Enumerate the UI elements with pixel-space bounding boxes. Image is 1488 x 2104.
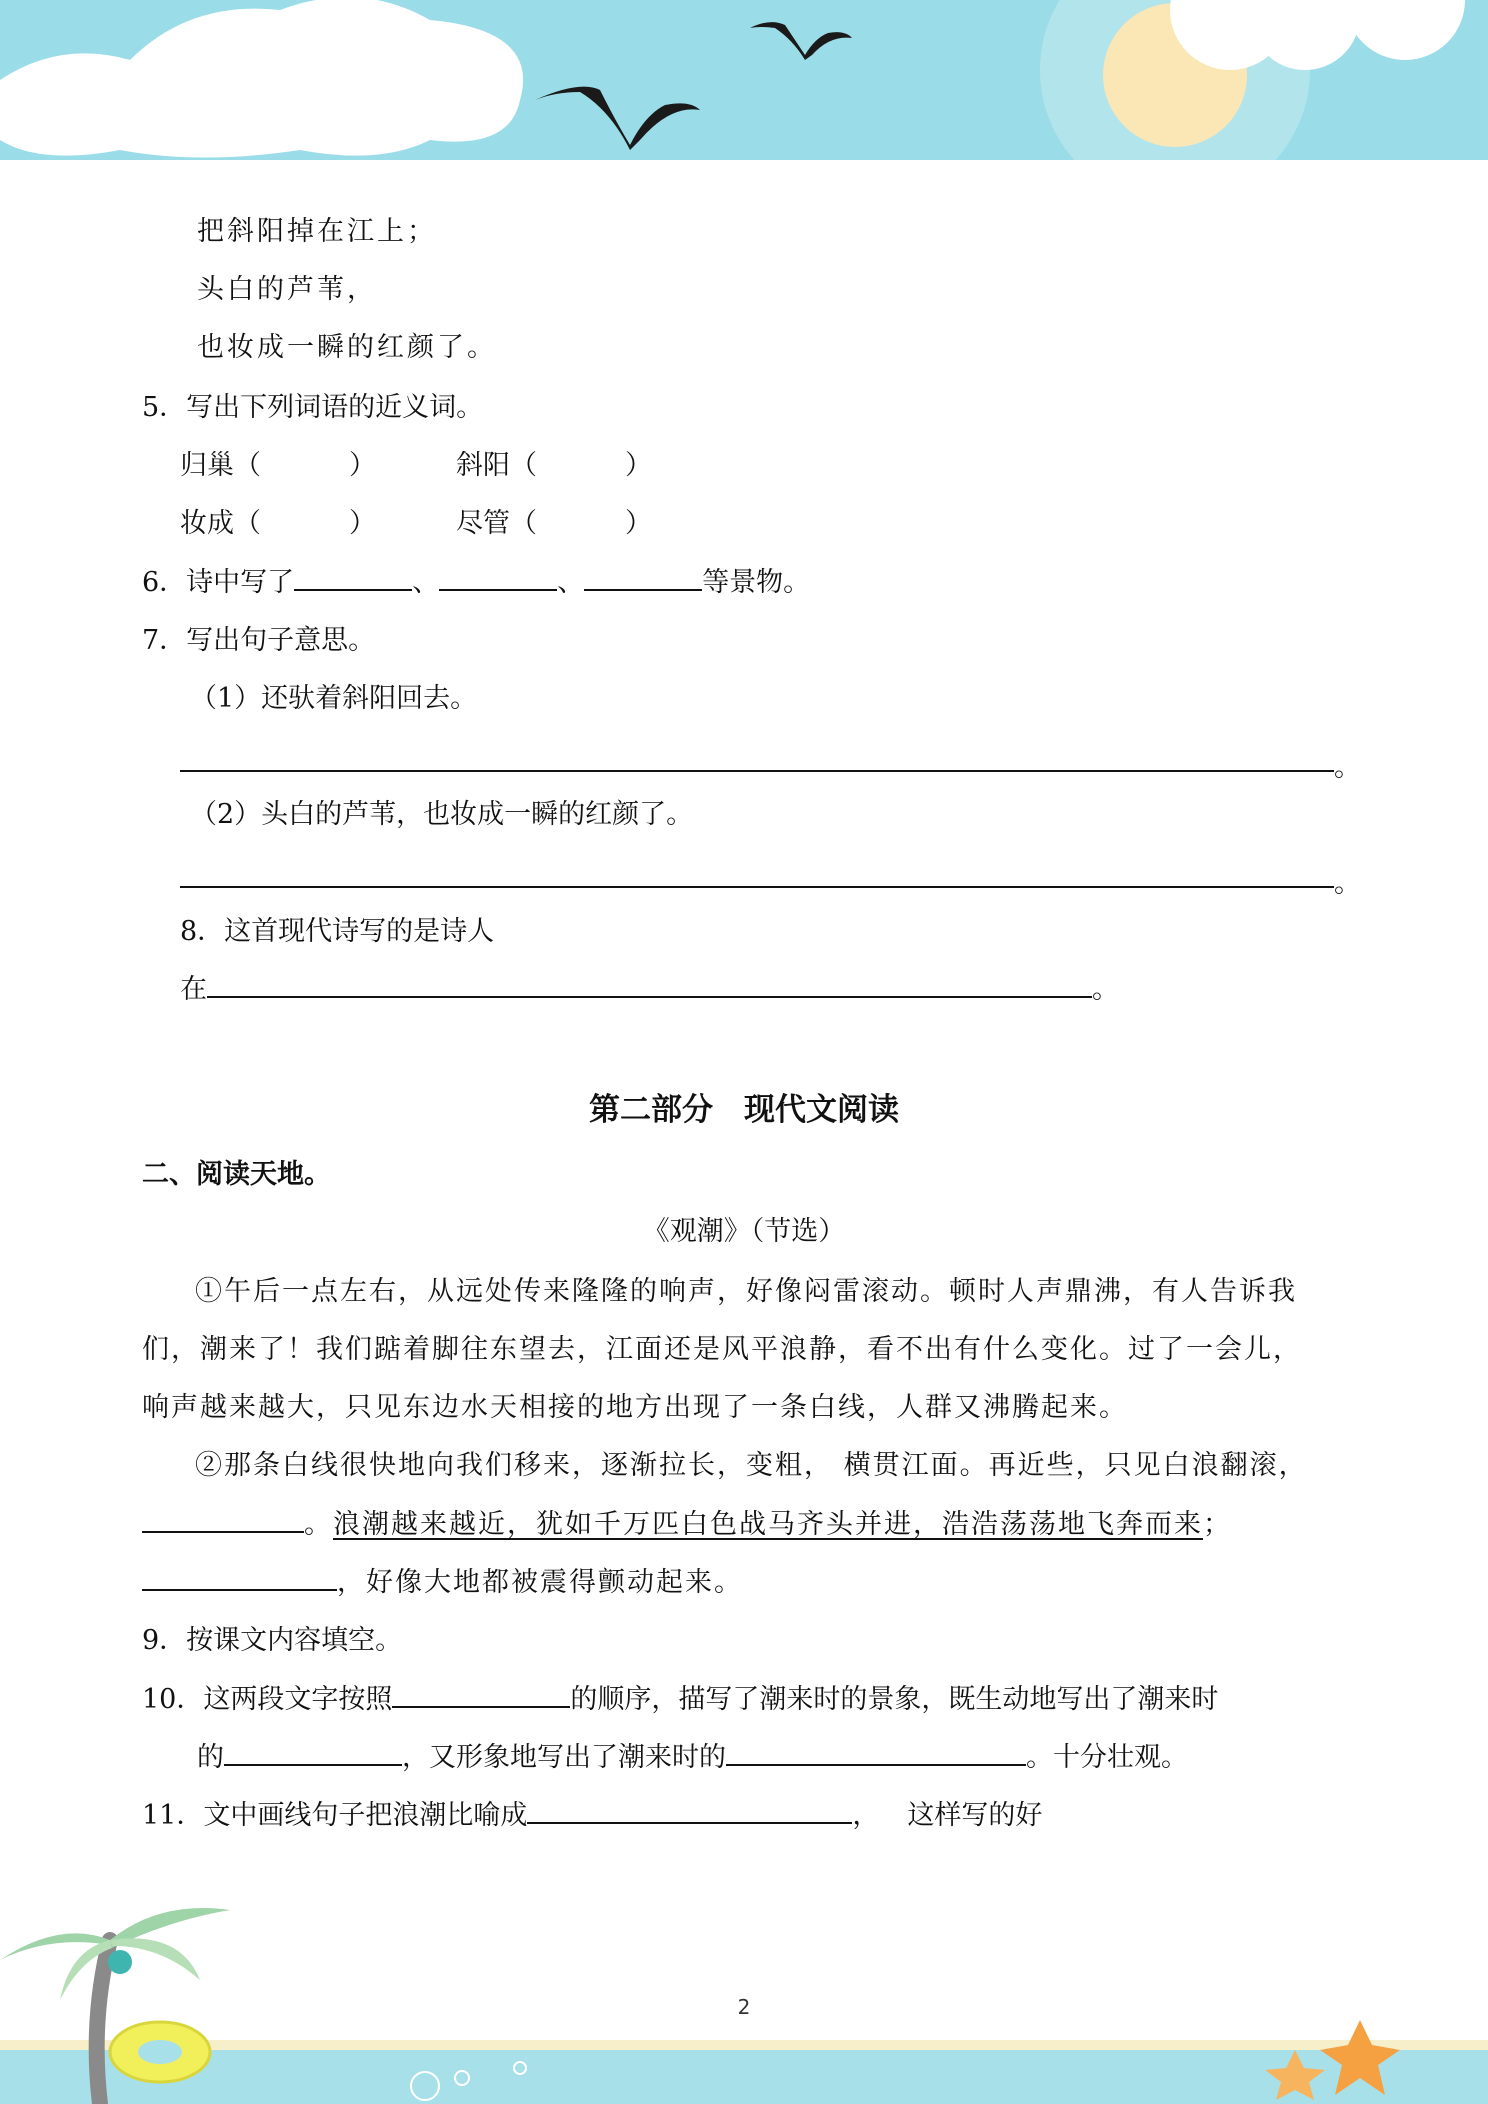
answer-blank[interactable] [584,563,702,591]
period: 。 [1334,868,1361,899]
answer-blank[interactable] [294,563,412,591]
passage-line: 们，潮来了！我们踮着脚往东望去，江面还是风平浪静，看不出有什么变化。过了一会儿， [142,1334,1302,1365]
answer-line[interactable] [180,886,1334,888]
sand-strip [0,2040,1488,2050]
question-9: 9．按课文内容填空。 [142,1625,403,1656]
synonym-item: 归巢（ ） [180,450,376,481]
page-number: 2 [737,1995,751,2019]
sentence-2: （2）头白的芦苇，也妆成一瞬的红颜了。 [190,799,694,830]
sentence-1: （1）还驮着斜阳回去。 [190,683,478,714]
answer-blank[interactable] [439,563,557,591]
passage-title: 《观潮》（节选） [642,1216,846,1247]
sea-strip [0,2050,1488,2104]
coconut-icon [108,1950,132,1974]
question-5-title: 5．写出下列词语的近义词。 [142,392,484,423]
poem-line: 把斜阳掉在江上； [197,216,437,247]
synonym-item: 斜阳（ ） [456,450,652,481]
question-6: 6．诗中写了 、 、 等景物。 [142,563,810,603]
answer-blank[interactable] [142,1563,337,1591]
passage-line: ①午后一点左右，从远处传来隆隆的响声，好像闷雷滚动。顿时人声鼎沸，有人告诉我 [195,1276,1297,1307]
question-10: 10．这两段文字按照 的顺序，描写了潮来时的景象，既生动地写出了潮来时 [142,1680,1218,1720]
passage-line: ，好像大地都被震得颤动起来。 [142,1563,743,1603]
period: 。 [1334,752,1361,783]
question-7-title: 7．写出句子意思。 [142,625,376,656]
answer-line[interactable] [180,770,1334,772]
underlined-sentence: 浪潮越来越近，犹如千万匹白色战马齐头并进，浩浩荡荡地飞奔而来 [333,1509,1203,1540]
synonym-item: 尽管（ ） [456,508,652,539]
question-8-answer: 在 。 [180,970,1119,1010]
answer-blank[interactable] [527,1796,852,1824]
header-banner [0,0,1488,165]
question-8-title: 8．这首现代诗写的是诗人 [180,916,495,947]
passage-line: 。浪潮越来越近，犹如千万匹白色战马齐头并进，浩浩荡荡地飞奔而来； [142,1505,1232,1545]
answer-blank[interactable] [726,1738,1026,1766]
answer-blank[interactable] [142,1505,304,1533]
synonym-item: 妆成（ ） [180,508,376,539]
question-10-line2: 的 ，又形象地写出了潮来时的 。十分壮观。 [197,1738,1188,1778]
answer-blank[interactable] [207,970,1092,998]
poem-line: 头白的芦苇， [197,274,377,305]
passage-line: 响声越来越大，只见东边水天相接的地方出现了一条白线，人群又沸腾起来。 [142,1392,1128,1423]
section-title: 二、阅读天地。 [142,1159,331,1190]
passage-line: ②那条白线很快地向我们移来，逐渐拉长，变粗， 横贯江面。再近些，只见白浪翻滚， [195,1450,1308,1481]
answer-blank[interactable] [392,1680,570,1708]
question-11: 11．文中画线句子把浪潮比喻成 ， 这样写的好 [142,1796,1042,1836]
answer-blank[interactable] [224,1738,402,1766]
poem-line: 也妆成一瞬的红颜了。 [197,332,497,363]
part-heading: 第二部分 现代文阅读 [589,1092,899,1128]
